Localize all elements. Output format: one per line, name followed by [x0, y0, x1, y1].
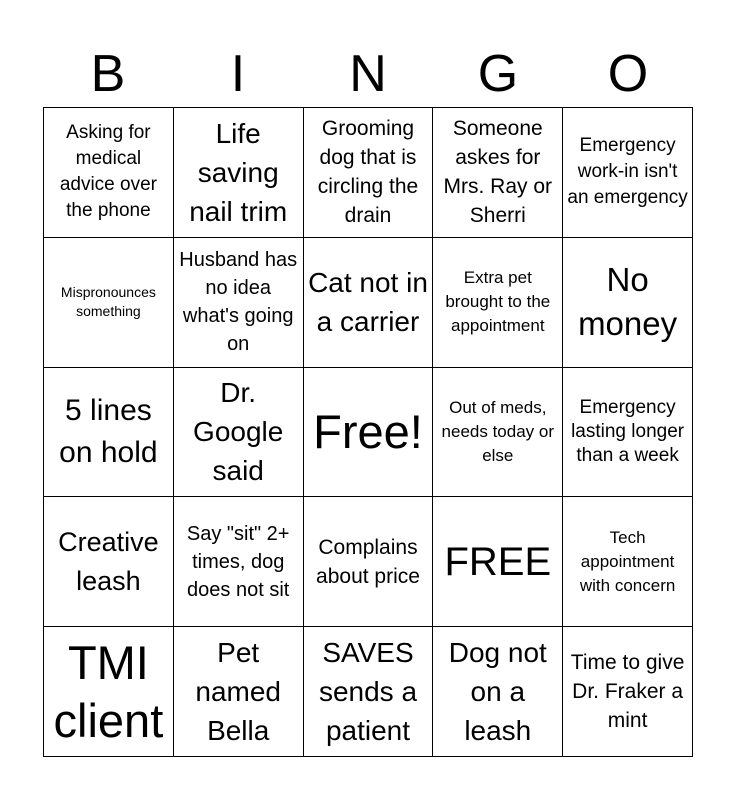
bingo-cell[interactable]: [174, 497, 304, 627]
bingo-cell[interactable]: [433, 238, 563, 368]
header-letter-n: N: [349, 45, 387, 103]
cell-text: Asking for medical advice over the phone: [59, 122, 157, 222]
cell-text: Say "sit" 2+ times, dog does not sit: [186, 522, 290, 601]
cell-text: Free!: [313, 404, 423, 458]
bingo-cell[interactable]: [304, 108, 434, 238]
bingo-cell[interactable]: [304, 497, 434, 627]
cell-text: Someone askes for Mrs. Ray or Sherri: [443, 117, 553, 228]
cell-text: Dr. Google said: [193, 377, 284, 487]
cell-text: Cat not in a carrier: [308, 267, 428, 338]
bingo-cell[interactable]: [304, 627, 434, 757]
bingo-cell[interactable]: [44, 497, 174, 627]
cell-text: 5 lines on hold: [59, 393, 158, 469]
header-letter-o: O: [607, 45, 649, 103]
bingo-cell[interactable]: [433, 368, 563, 498]
bingo-cell[interactable]: [44, 368, 174, 498]
header-letter-g: G: [477, 45, 519, 103]
bingo-cell[interactable]: [433, 497, 563, 627]
bingo-cell[interactable]: [174, 627, 304, 757]
cell-text: Emergency work-in isn't an emergency: [567, 135, 688, 209]
cell-text: Emergency lasting longer than a week: [571, 396, 685, 466]
bingo-header: [43, 40, 693, 108]
bingo-cell[interactable]: [44, 627, 174, 757]
cell-text: Grooming dog that is circling the drain: [317, 117, 419, 228]
bingo-cell[interactable]: [174, 368, 304, 498]
cell-text: TMI client: [53, 635, 164, 747]
cell-text: Pet named Bella: [195, 637, 281, 747]
cell-text: Dog not on a leash: [448, 637, 547, 747]
cell-text: FREE: [444, 539, 552, 584]
cell-text: Time to give Dr. Fraker a mint: [570, 651, 685, 733]
free-space[interactable]: [304, 368, 434, 498]
bingo-cell[interactable]: [563, 238, 693, 368]
bingo-cell[interactable]: [304, 238, 434, 368]
bingo-cell[interactable]: [44, 238, 174, 368]
bingo-cell[interactable]: [174, 238, 304, 368]
bingo-cell[interactable]: [563, 368, 693, 498]
bingo-cell[interactable]: [563, 627, 693, 757]
bingo-cell[interactable]: [44, 108, 174, 238]
bingo-cell[interactable]: [174, 108, 304, 238]
cell-text: No money: [578, 261, 678, 343]
cell-text: Tech appointment with concern: [579, 527, 676, 595]
bingo-cell[interactable]: [433, 108, 563, 238]
bingo-cell[interactable]: [563, 497, 693, 627]
bingo-grid: [43, 107, 693, 757]
header-letter-b: B: [90, 45, 126, 103]
bingo-cell[interactable]: [563, 108, 693, 238]
cell-text: Extra pet brought to the appointment: [445, 268, 551, 336]
cell-text: Husband has no idea what's going on: [179, 249, 298, 356]
cell-text: Out of meds, needs today or else: [441, 397, 555, 465]
cell-text: Complains about price: [316, 535, 420, 588]
cell-text: Life saving nail trim: [189, 117, 288, 227]
header-letter-i: I: [230, 45, 246, 103]
bingo-cell[interactable]: [433, 627, 563, 757]
cell-text: Mispronounces something: [60, 284, 156, 320]
cell-text: Creative leash: [58, 526, 159, 596]
cell-text: SAVES sends a patient: [318, 637, 418, 747]
